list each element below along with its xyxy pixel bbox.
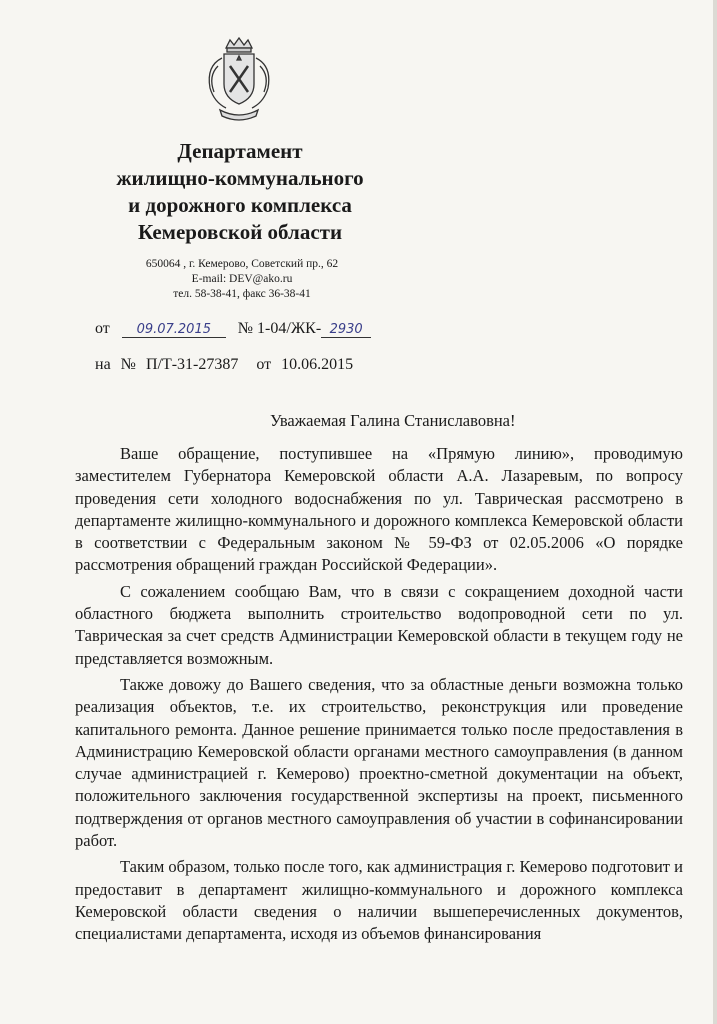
outgoing-number-prefix: № 1-04/ЖК- xyxy=(237,320,322,337)
phone: тел. 58-38-41, факс 36-38-41 xyxy=(173,288,311,300)
contact-block xyxy=(110,257,374,302)
handwritten-number: 2930 xyxy=(321,322,371,338)
reference-line xyxy=(95,356,353,374)
paragraph: Также довожу до Вашего сведения, что за областные деньги возможна только реализация объектов, т.е. их строительство, реконструкция или проведение капитального ремонта. Данное решение принимается только после предоставления в Администрацию Кемеровской области органами местного самоуправления (в данном случае администрацией г. Кемерово) проектно-сметной документации на объект, положительного заключения государственной экспертизы на проект, письменного подтверждения от органов местного самоуправления об участии в софинансировании работ. xyxy=(75,674,683,851)
registration-line xyxy=(95,320,371,338)
dept-title-line: и дорожного комплекса xyxy=(128,193,352,217)
scan-edge xyxy=(713,0,717,1024)
reply-number: № П/Т-31-27387 xyxy=(120,356,239,373)
address: 650064 , г. Кемерово, Советский пр., 62 xyxy=(145,258,339,270)
coat-of-arms-icon xyxy=(196,36,282,126)
paragraph: Таким образом, только после того, как администрация г. Кемерово подготовит и предоставит в департамент жилищно-коммунального и дорожного комплекса Кемеровской области сведения о наличии вышеперечисленных документов, специалистами департамента, исходя из объемов финансирования xyxy=(75,857,683,944)
reply-from-label: от xyxy=(256,356,272,373)
handwritten-date: 09.07.2015 xyxy=(122,322,226,338)
reply-label: на xyxy=(95,356,111,373)
greeting: Уважаемая Галина Станиславовна! xyxy=(270,411,516,430)
department-title xyxy=(90,138,390,246)
paragraph: Ваше обращение, поступившее на «Прямую линию», проводимую заместителем Губернатора Кемеровской области А.А. Лазаревым, по вопросу проведения сети холодного водоснабжения по ул. Таврическая рассмотрено в департаменте жилищно-коммунального и дорожного комплекса Кемеровской области в соответствии с Федеральным законом № 59-ФЗ от 02.05.2006 «О порядке рассмотрения обращений граждан Российской Федерации». xyxy=(75,444,683,575)
dept-title-line: Департамент xyxy=(177,139,303,163)
from-label: от xyxy=(95,320,110,337)
paragraph: С сожалением сообщаю Вам, что в связи с сокращением доходной части областного бюджета выполнить строительство водопроводной сети по ул. Таврическая за счет средств Администрации Кемеровской области в текущем году не представляется возможным. xyxy=(75,581,683,668)
dept-title-line: жилищно-коммунального xyxy=(116,166,364,190)
reply-date: 10.06.2015 xyxy=(281,356,354,373)
letter-body xyxy=(75,443,683,950)
dept-title-line: Кемеровской области xyxy=(137,220,343,244)
email: E-mail: DEV@ako.ru xyxy=(191,273,293,285)
